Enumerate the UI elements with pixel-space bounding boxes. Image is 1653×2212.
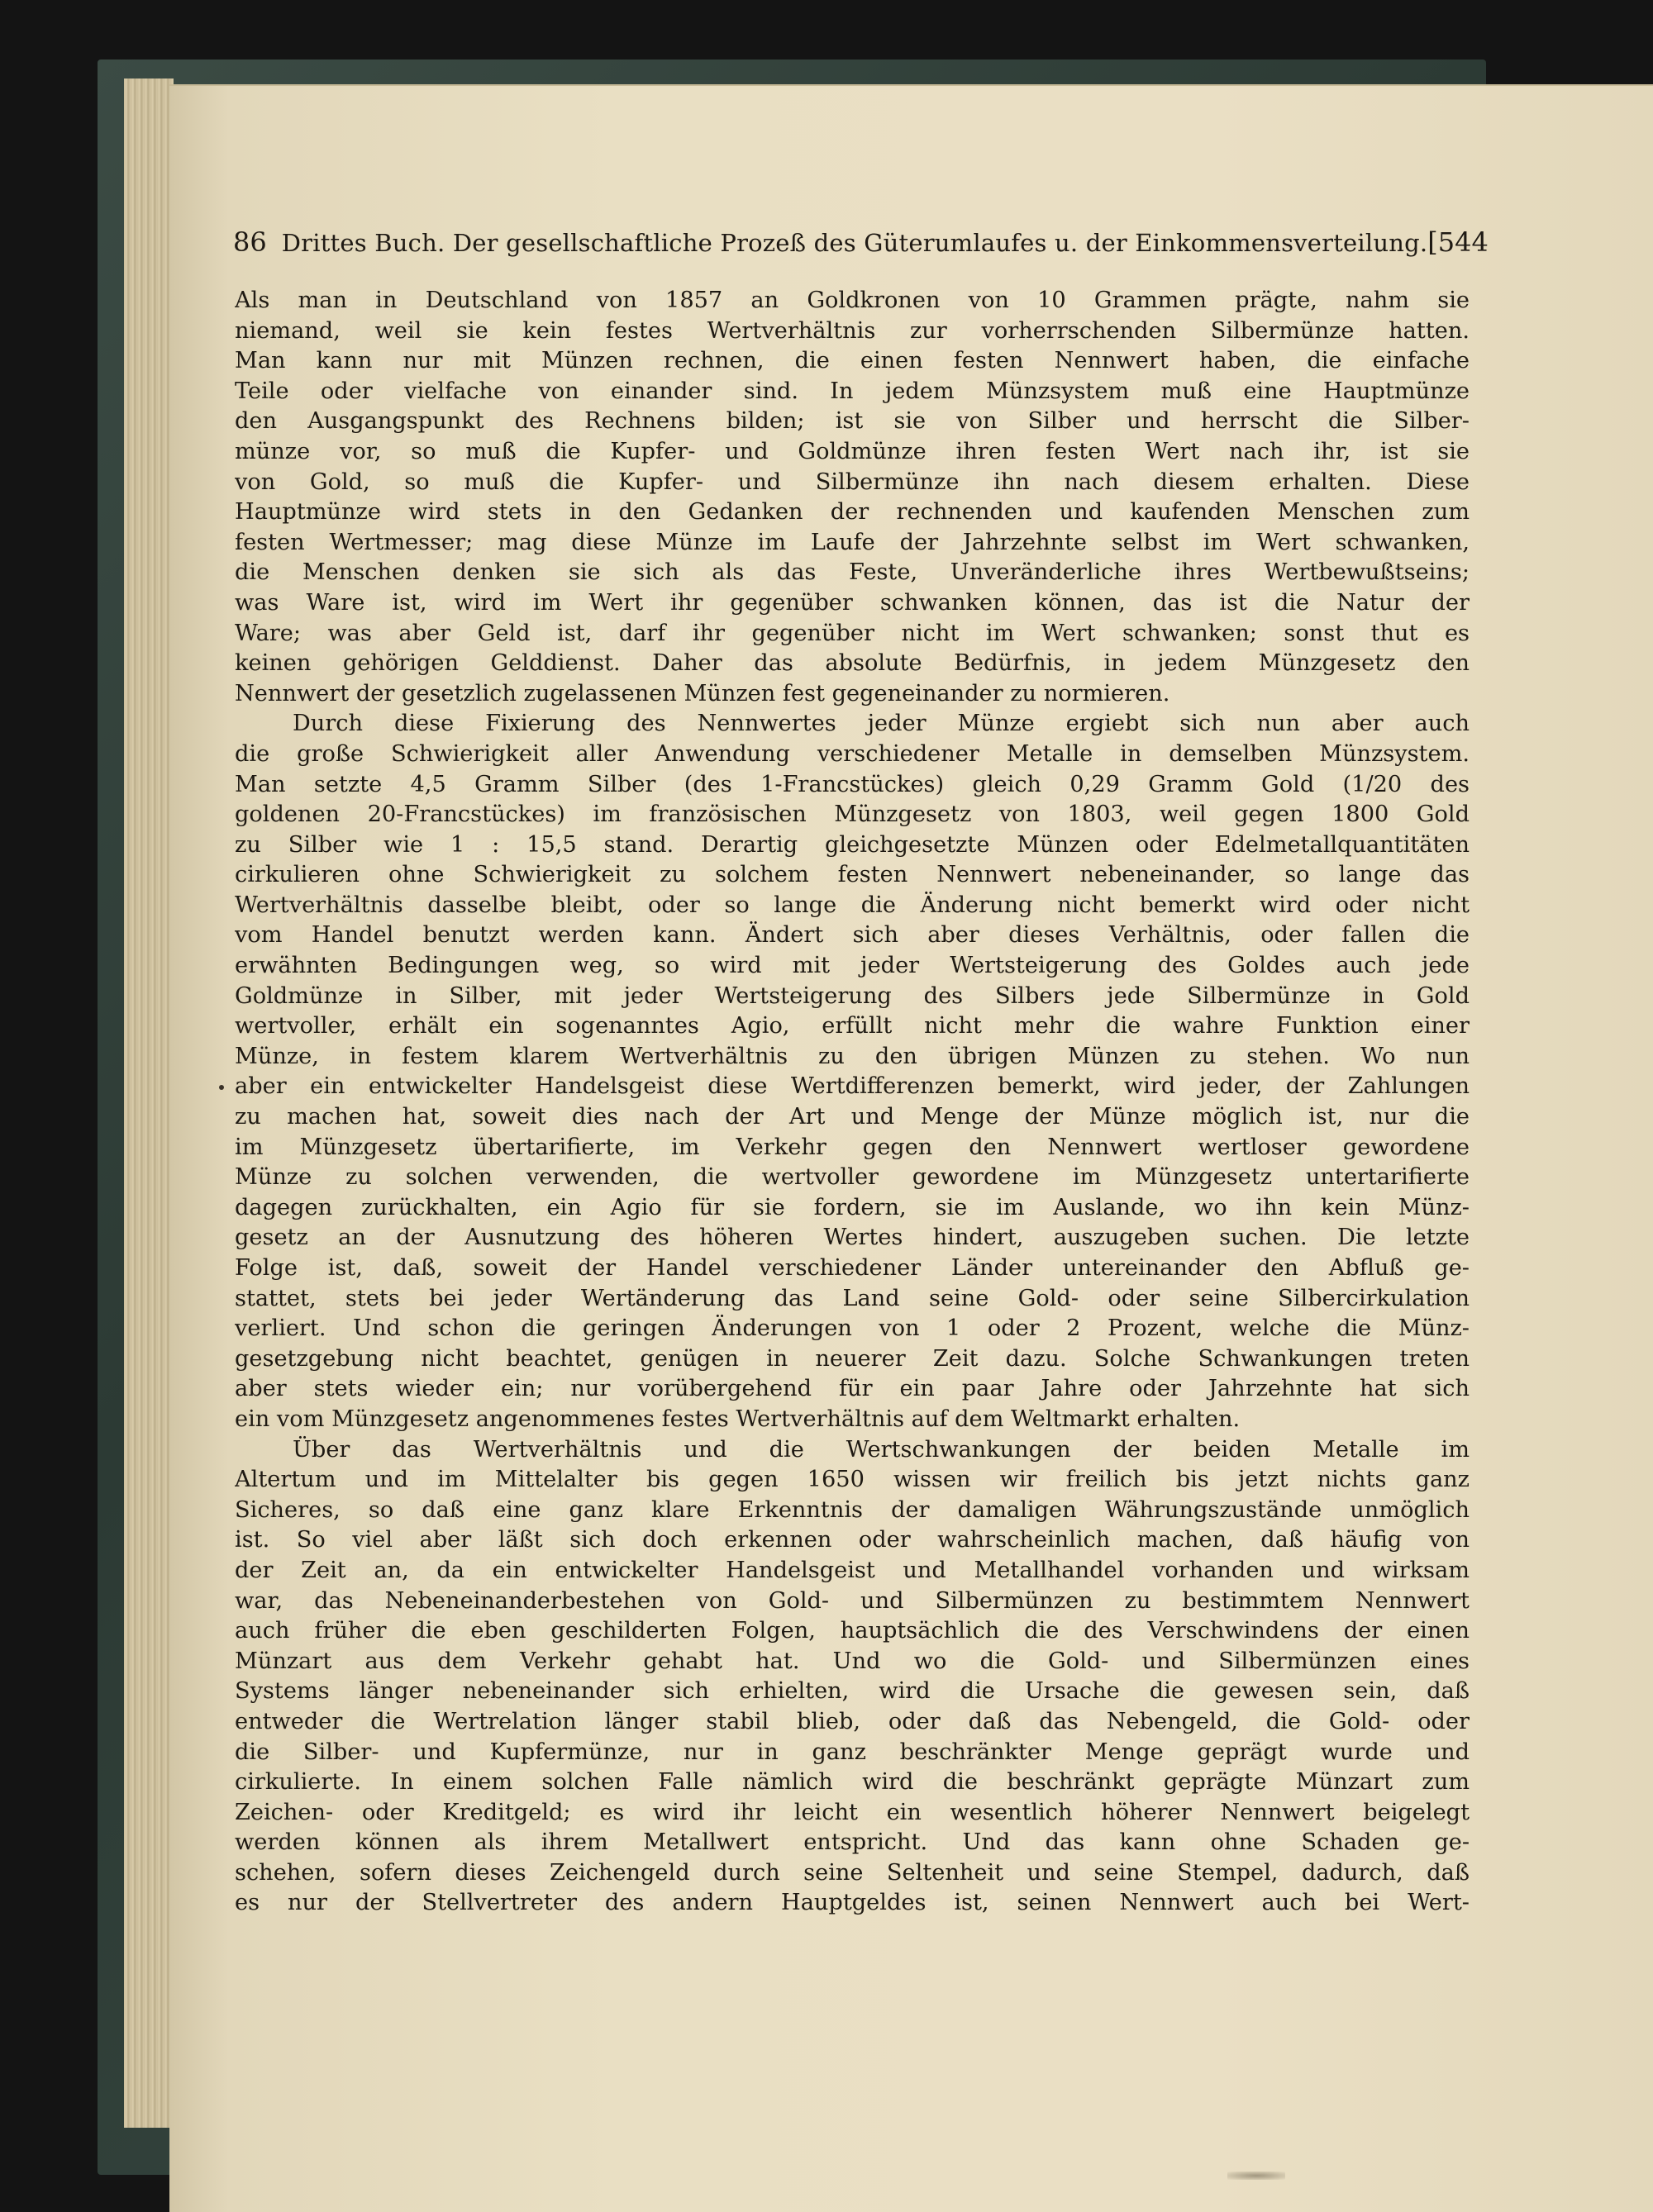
text-line: die große Schwierigkeit aller Anwendung verschiedener Metalle in demselben Münzsystem.	[235, 740, 1470, 767]
text-line: Teile oder vielfache von einander sind. In jedem Münzsystem muß eine Hauptmünze	[235, 378, 1470, 404]
text-line: stattet, stets bei jeder Wertänderung das Land seine Gold- oder seine Silbercirkulation	[235, 1285, 1470, 1311]
text-line: die Silber- und Kupfermünze, nur in ganz beschränkter Menge geprägt wurde und	[235, 1739, 1470, 1765]
text-line: Man kann nur mit Münzen rechnen, die einen festen Nennwert haben, die einfache	[235, 348, 1470, 374]
text-line: von Gold, so muß die Kupfer- und Silbermünze ihn nach diesem erhalten. Diese	[235, 469, 1470, 495]
text-line: niemand, weil sie kein festes Wertverhältnis zur vorherrschenden Silbermünze hatten.	[235, 317, 1470, 344]
text-line: Goldmünze in Silber, mit jeder Wertsteigerung des Silbers jede Silbermünze in Gold	[235, 982, 1470, 1009]
text-line: wertvoller, erhält ein sogenanntes Agio, erfüllt nicht mehr die wahre Funktion einer	[235, 1013, 1470, 1039]
text-line: Über das Wertverhältnis und die Wertschwankungen der beiden Metalle im	[293, 1436, 1470, 1463]
text-line: Münze, in festem klarem Wertverhältnis zu den übrigen Münzen zu stehen. Wo nun	[235, 1043, 1470, 1069]
text-line: Zeichen- oder Kreditgeld; es wird ihr leicht ein wesentlich höherer Nennwert beigelegt	[235, 1799, 1470, 1825]
running-title: Drittes Buch. Der gesellschaftliche Prozeß des Güterumlaufes u. der Einkommensverteilung.	[281, 229, 1428, 257]
text-line: Altertum und im Mittelalter bis gegen 1650 wissen wir freilich bis jetzt nichts ganz	[235, 1467, 1470, 1493]
text-line: aber stets wieder ein; nur vorübergehend für ein paar Jahre oder Jahrzehnte hat sich	[235, 1376, 1470, 1402]
body-text	[235, 286, 1470, 1919]
text-line: gesetz an der Ausnutzung des höheren Wertes hindert, auszugeben suchen. Die letzte	[235, 1225, 1470, 1251]
text-line: festen Wertmesser; mag diese Münze im Laufe der Jahrzehnte selbst im Wert schwanken,	[235, 529, 1470, 555]
text-line: cirkulierte. In einem solchen Falle nämlich wird die beschränkt geprägte Münzart zum	[235, 1769, 1470, 1796]
text-line: cirkulieren ohne Schwierigkeit zu solchem festen Nennwert nebeneinander, so lange das	[235, 862, 1470, 888]
text-line: die Menschen denken sie sich als das Feste, Unveränderliche ihres Wertbewußtseins;	[235, 559, 1470, 586]
text-line: Durch diese Fixierung des Nennwertes jeder Münze ergiebt sich nun aber auch	[293, 711, 1470, 737]
text-line: was Ware ist, wird im Wert ihr gegenüber schwanken können, das ist die Natur der	[235, 589, 1470, 616]
margin-dot	[219, 1085, 224, 1090]
text-line: Als man in Deutschland von 1857 an Goldkronen von 10 Grammen prägte, nahm sie	[235, 288, 1470, 313]
text-line: Wertverhältnis dasselbe bleibt, oder so lange die Änderung nicht bemerkt wird oder nicht	[235, 892, 1470, 918]
text-line: münze vor, so muß die Kupfer- und Goldmünze ihren festen Wert nach ihr, ist sie	[235, 438, 1470, 464]
text-line: Hauptmünze wird stets in den Gedanken der rechnenden und kaufenden Menschen zum	[235, 499, 1470, 526]
text-line: aber ein entwickelter Handelsgeist diese Wertdifferenzen bemerkt, wird jeder, der Zahlungen	[235, 1073, 1470, 1100]
text-line: Münzart aus dem Verkehr gehabt hat. Und wo die Gold- und Silbermünzen eines	[235, 1648, 1470, 1674]
running-header	[233, 226, 1489, 266]
text-line: war, das Nebeneinanderbestehen von Gold- und Silbermünzen zu bestimmtem Nennwert	[235, 1587, 1470, 1614]
page-smudge	[1227, 2172, 1285, 2180]
text-line: goldenen 20-Francstückes) im französischen Münzgesetz von 1803, weil gegen 1800 Gold	[235, 802, 1470, 828]
text-line: zu Silber wie 1 : 15,5 stand. Derartig gleichgesetzte Münzen oder Edelmetallquantitäten	[235, 831, 1470, 858]
text-line: zu machen hat, soweit dies nach der Art und Menge der Münze möglich ist, nur die	[235, 1104, 1470, 1130]
text-line: gesetzgebung nicht beachtet, genügen in neuerer Zeit dazu. Solche Schwankungen treten	[235, 1345, 1470, 1372]
text-line: auch früher die eben geschilderten Folgen, hauptsächlich die des Verschwindens der einen	[235, 1618, 1470, 1644]
text-line: Man setzte 4,5 Gramm Silber (des 1-Francstückes) gleich 0,29 Gramm Gold (1/20 des	[235, 771, 1470, 797]
text-line: Sicheres, so daß eine ganz klare Erkenntnis der damaligen Währungszustände unmöglich	[235, 1496, 1470, 1523]
page-edges	[124, 78, 174, 2128]
text-line: im Münzgesetz übertarifierte, im Verkehr gegen den Nennwert wertloser gewordene	[235, 1134, 1470, 1160]
text-line: Folge ist, daß, soweit der Handel verschiedener Länder untereinander den Abfluß ge-	[235, 1255, 1470, 1281]
text-line: dagegen zurückhalten, ein Agio für sie fordern, sie im Auslande, wo ihn kein Münz-	[235, 1194, 1470, 1220]
text-line: den Ausgangspunkt des Rechnens bilden; ist sie von Silber und herrscht die Silber-	[235, 408, 1470, 435]
text-line: verliert. Und schon die geringen Änderungen von 1 oder 2 Prozent, welche die Münz-	[235, 1315, 1470, 1342]
text-line: ein vom Münzgesetz angenommenes festes Wertverhältnis auf dem Weltmarkt erhalten.	[235, 1406, 1241, 1432]
text-line: entweder die Wertrelation länger stabil blieb, oder daß das Nebengeld, die Gold- oder	[235, 1708, 1470, 1734]
text-line: keinen gehörigen Gelddienst. Daher das absolute Bedürfnis, in jedem Münzgesetz den	[235, 650, 1470, 677]
text-line: vom Handel benutzt werden kann. Ändert sich aber dieses Verhältnis, oder fallen die	[235, 922, 1470, 949]
text-line: schehen, sofern dieses Zeichengeld durch seine Seltenheit und seine Stempel, dadurch, daß	[235, 1859, 1470, 1886]
section-number: [544	[1427, 226, 1489, 258]
text-line: werden können als ihrem Metallwert entspricht. Und das kann ohne Schaden ge-	[235, 1829, 1470, 1856]
text-line: erwähnten Bedingungen weg, so wird mit jeder Wertsteigerung des Goldes auch jede	[235, 953, 1470, 979]
text-line: ist. So viel aber läßt sich doch erkennen oder wahrscheinlich machen, daß häufig von	[235, 1527, 1470, 1553]
text-line: Münze zu solchen verwenden, die wertvoller gewordene im Münzgesetz untertarifierte	[235, 1164, 1470, 1191]
page-number: 86	[233, 226, 267, 258]
text-line: Ware; was aber Geld ist, darf ihr gegenüber nicht im Wert schwanken; sonst thut es	[235, 620, 1470, 646]
text-line: es nur der Stellvertreter des andern Hauptgeldes ist, seinen Nennwert auch bei Wert-	[235, 1890, 1470, 1916]
text-line: Systems länger nebeneinander sich erhielten, wird die Ursache die gewesen sein, daß	[235, 1678, 1470, 1705]
text-line: der Zeit an, da ein entwickelter Handelsgeist und Metallhandel vorhanden und wirksam	[235, 1557, 1470, 1583]
text-line: Nennwert der gesetzlich zugelassenen Münzen fest gegeneinander zu normieren.	[235, 680, 1170, 706]
